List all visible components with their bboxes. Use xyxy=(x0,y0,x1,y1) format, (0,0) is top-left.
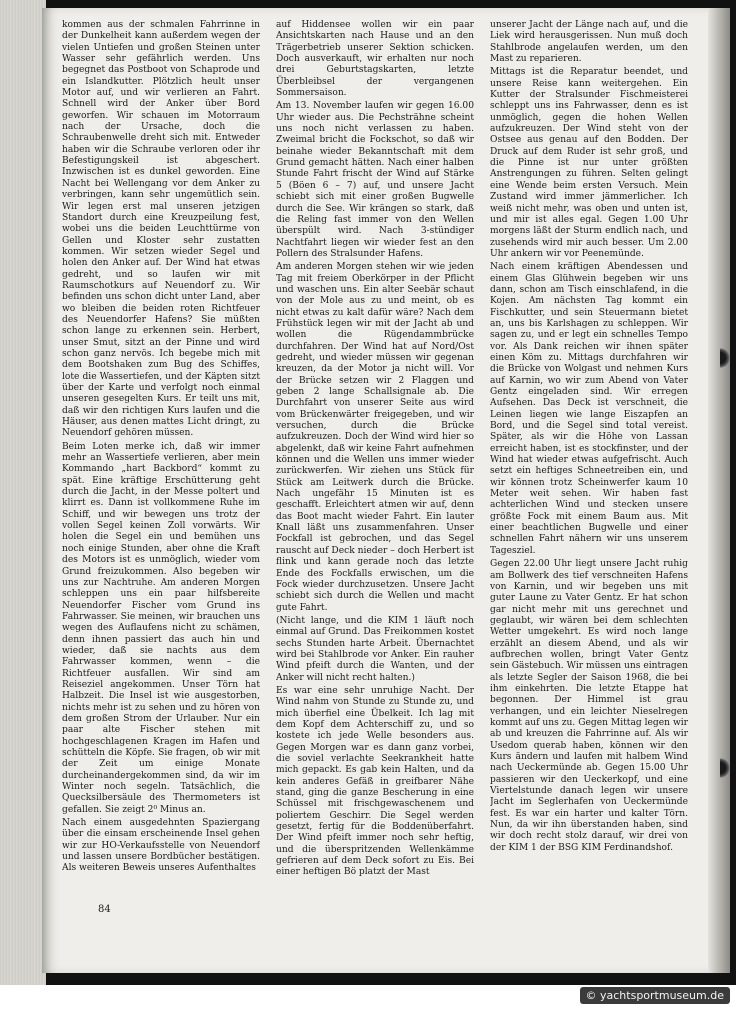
paragraph: auf Hiddensee wollen wir ein paar Ansichtskarten nach Hause und an den Trägerbetrieb unserer Sektion schicken. Doch ausverkauft, wir erhalten nur noch drei Geburtstagskarten, letzte Überbleibsel der vergangenen Sommersaison. xyxy=(276,20,474,99)
punch-hole-icon xyxy=(720,348,730,368)
paragraph: Nach einem ausgedehnten Spaziergang über die einsam erscheinende Insel gehen wir zur HO-Verkaufsstelle von Neuendorf und lassen unsere Bordbücher bestätigen. Als weiteren Beweis unseres Aufenthaltes xyxy=(62,818,260,874)
paragraph: Es war eine sehr unruhige Nacht. Der Wind nahm von Stunde zu Stunde zu, und mich überfiel eine Übelkeit. Ich lag mit dem Kopf dem Achterschiff zu, und so kostete ich jede Welle besonders aus. Gegen Morgen war es dann ganz vorbei, die soviel verlachte Seekrankheit hatte mich gepackt. Es gab kein Halten, und da kein anderes Gefäß in greifbarer Nähe stand, ging die ganze Bescherung in eine Schüssel mit frischgewaschenem und poliertem Geschirr. Die Segel werden gesetzt, fertig für die Boddenüberfahrt. Der Wind pfeift immer noch sehr heftig, und die überspritzenden Wellenkämme gefrieren auf dem Deck sofort zu Eis. Bei einer heftigen Bö platzt der Mast xyxy=(276,685,474,878)
paragraph: (Nicht lange, und die KIM 1 läuft noch einmal auf Grund. Das Freikommen kostet sechs Stunden harte Arbeit. Übernachtet wird bei Stahlbrode vor Anker. Ein rauher Wind pfeift durch die Wanten, und der Anker will nicht recht halten.) xyxy=(276,615,474,683)
paragraph: Mittags ist die Reparatur beendet, und unsere Reise kann weitergehen. Ein Kutter der Stralsunder Fischmeisterei schleppt uns ins Fahrwasser, denn es ist unmöglich, gegen die hohen Wellen aufzukreuzen. Der Wind steht von der Ostsee aus genau auf den Bodden. Der Druck auf dem Ruder ist sehr groß, und die Pinne ist nur unter größten Anstrengungen zu führen. Selten gelingt eine Wende beim ersten Versuch. Mein Zustand wird immer jämmerlicher. Ich weiß nicht mehr, was oben und unten ist, und mir ist alles egal. Gegen 1.00 Uhr morgens läßt der Sturm endlich nach, und zusehends wird mir auch besser. Um 2.00 Uhr ankern wir vor Peenemünde. xyxy=(490,67,688,259)
paragraph: Am 13. November laufen wir gegen 16.00 Uhr wieder aus. Die Pechsträhne scheint uns noch nicht verlassen zu haben. Zweimal bricht die Fockschot, so daß wir beinahe wieder Bekanntschaft mit dem Grund gemacht hätten. Nach einer halben Stunde Fahrt frischt der Wind auf Stärke 5 (Böen 6 – 7) auf, und unsere Jacht schiebt sich mit einer großen Bugwelle durch die See. Wir krängen so stark, daß die Reling fast immer von den Wellen überspült wird. Nach 3-stündiger Nachtfahrt liegen wir wieder fest an den Pollern des Stralsunder Hafens. xyxy=(276,101,474,259)
paragraph: Am anderen Morgen stehen wir wie jeden Tag mit freiem Oberkörper in der Pflicht und waschen uns. Ein alter Seebär schaut von der Mole aus zu und meint, ob es nicht etwas zu kalt dafür wäre? Nach dem Frühstück legen wir mit der Jacht ab und wollen die Rügendammbrücke durchfahren. Der Wind hat auf Nord/Ost gedreht, und wieder müssen wir gegenan kreuzen, da der Motor ja nicht will. Vor der Brücke setzen wir 2 Flaggen und geben 2 lange Schallsignale ab. Die Durchfahrt von unserer Seite aus wird vom Brückenwärter freigegeben, und wir versuchen, durch die Brücke aufzukreuzen. Doch der Wind wird hier so abgelenkt, daß wir keine Fahrt aufnehmen können und die Wellen uns immer wieder zurückwerfen. Wir ziehen uns Stück für Stück am Leitwerk durch die Brücke. Nach ungefähr 15 Minuten ist es geschafft. Erleichtert atmen wir auf, denn das Boot macht wieder Fahrt. Ein lauter Knall läßt uns zusammenfahren. Unser Fockfall ist gebrochen, und das Segel rauscht auf Deck nieder – doch Herbert ist flink und kann gerade noch das letzte Ende des Fockfalls erwischen, um die Fock wieder durchzusetzen. Unsere Jacht schiebt sich durch die Wellen und macht gute Fahrt. xyxy=(276,262,474,613)
column-2 xyxy=(276,20,474,900)
paragraph: Gegen 22.00 Uhr liegt unsere Jacht ruhig am Bollwerk des tief verschneiten Hafens von Karnin, und wir begeben uns mit guter Laune zu Vater Gentz. Er hat schon gar nicht mehr mit uns gerechnet und geglaubt, wir wären bei dem schlechten Wetter umgekehrt. Es wird noch lange erzählt an diesem Abend, und als wir aufbrechen wollen, bringt Vater Gentz sein Gästebuch. Wir müssen uns eintragen als letzte Segler der Saison 1968, die bei ihm einkehrten. Die letzte Etappe hat begonnen. Der Himmel ist grau verhangen, und ein leichter Nieselregen kommt auf uns zu. Gegen Mittag legen wir ab und kreuzen die Fahrrinne auf. Als wir Usedom querab haben, können wir den Kurs ändern und laufen mit halbem Wind nach Ueckermünde ab. Gegen 15.00 Uhr passieren wir den Ueckerkopf, und eine Viertelstunde danach legen wir unsere Jacht im Seglerhafen von Ueckermünde fest. Es war ein harter und kalter Törn. Nun, da wir ihn überstanden haben, sind wir doch recht stolz darauf, wir drei von der KIM 1 der BSG KIM Ferdinandshof. xyxy=(490,559,688,853)
book-page-edges xyxy=(0,0,46,985)
watermark: © yachtsportmuseum.de xyxy=(580,987,730,1004)
paragraph: Beim Loten merke ich, daß wir immer mehr an Wassertiefe verlieren, aber mein Kommando „hart Backbord“ kommt zu spät. Eine kräftige Erschütterung geht durch die Jacht, in der Messe poltert und klirrt es. Dann ist vollkommene Ruhe im Schiff, und wir bewegen uns trotz der vollen Segel keinen Zoll vorwärts. Wir holen die Segel ein und bemühen uns noch einige Stunden, aber ohne die Kraft des Motors ist es unmöglich, wieder vom Grund freizukommen. Also begeben wir uns zur Nachtruhe. Am anderen Morgen schleppen uns ein paar hilfsbereite Neuendorfer Fischer vom Grund ins Fahrwasser. Sie meinen, wir brauchen uns wegen des Auflaufens nicht zu schämen, denn ihnen passiert das auch hin und wieder, daß sie nachts aus dem Fahrwasser kommen, wenn – die Richtfeuer ausfallen. Wir sind am Reiseziel angekommen. Unser Törn hat Halbzeit. Die Insel ist wie ausgestorben, nichts mehr ist zu sehen und zu hören von dem großen Strom der Urlauber. Nur ein paar alte Fischer stehen mit hochgeschlagenen Kragen im Hafen und schütteln die Köpfe. Sie fragen, ob wir mit der Zeit um einige Monate durcheinandergekommen sind, da wir im Winter noch segeln. Tatsächlich, die Quecksilbersäule des Thermometers ist gefallen. Sie zeigt 2⁰ Minus an. xyxy=(62,441,260,815)
punch-hole-icon xyxy=(720,758,730,778)
column-3 xyxy=(490,20,688,900)
paragraph: unserer Jacht der Länge nach auf, und die Liek wird herausgerissen. Nun muß doch Stahlbrode angelaufen werden, um den Mast zu reparieren. xyxy=(490,20,688,65)
page-number: 84 xyxy=(98,904,111,915)
column-1 xyxy=(62,20,260,900)
paragraph: kommen aus der schmalen Fahrrinne in der Dunkelheit kann außerdem wegen der vielen Untiefen und großen Steinen unter Wasser sehr gefährlich werden. Uns begegnet das Postboot von Schaprode und ein Islandkutter. Plötzlich heult unser Motor auf, und wir verlieren an Fahrt. Schnell wird der Anker über Bord geworfen. Wir schauen im Motorraum nach der Ursache, doch die Schraubenwelle dreht sich mit. Entweder haben wir die Schraube verloren oder ihr Befestigungskeil ist abgeschert. Inzwischen ist es dunkel geworden. Eine Nacht bei Wellengang vor dem Anker zu verbringen, kann sehr ungemütlich sein. Wir legen erst mal unseren jetzigen Standort durch eine Kreuzpeilung fest, wobei uns die beiden Leuchttürme von Gellen und Kloster sehr zustatten kommen. Wir setzen wieder Segel und holen den Anker auf. Der Wind hat etwas gedreht, und so laufen wir mit Raumschotkurs auf Neuendorf zu. Wir befinden uns schon dicht unter Land, aber wo bleiben die beiden roten Richtfeuer des Neuendorfer Hafens? Sie müßten schon lange zu erkennen sein. Herbert, unser Smut, sitzt an der Pinne und wird schon ganz nervös. Ich begebe mich mit dem Bootshaken zum Bug des Schiffes, lote die Wassertiefen, und der Käpten sitzt über der Karte und verfolgt noch einmal unseren gesegelten Kurs. Er teilt uns mit, daß wir den richtigen Kurs laufen und die Häuser, aus denen mattes Licht dringt, zu Neuendorf gehören müssen. xyxy=(62,20,260,439)
page-fold-shadow xyxy=(708,8,730,973)
text-columns xyxy=(62,20,702,900)
paragraph: Nach einem kräftigen Abendessen und einem Glas Glühwein begeben wir uns dann, schon am Tisch einschlafend, in die Kojen. Am nächsten Tag kommt ein Fischkutter, und sein Steuermann bietet an, uns bis Karlshagen zu schleppen. Wir sagen zu, und er legt ein schnelles Tempo vor. Als Dank reichen wir ihnen später einen Köm zu. Mittags durchfahren wir die Brücke von Wolgast und nehmen Kurs auf Karnin, wo wir zum Abend von Vater Gentz eingeladen sind. Wir erregen Aufsehen. Das Deck ist verschneit, die Leinen liegen wie lange Eiszapfen an Bord, und die Segel sind total vereist. Später, als wir die Höhe von Lassan erreicht haben, ist es stockfinster, und der Wind hat wieder etwas aufgefrischt. Auch setzt ein heftiges Schneetreiben ein, und wir können trotz Scheinwerfer kaum 10 Meter weit sehen. Wir haben fast achterlichen Wind und stecken unsere größte Fock mit einem Baum aus. Mit einer beachtlichen Bugwelle und einer schnellen Fahrt nähern wir uns unserem Tagesziel. xyxy=(490,262,688,556)
